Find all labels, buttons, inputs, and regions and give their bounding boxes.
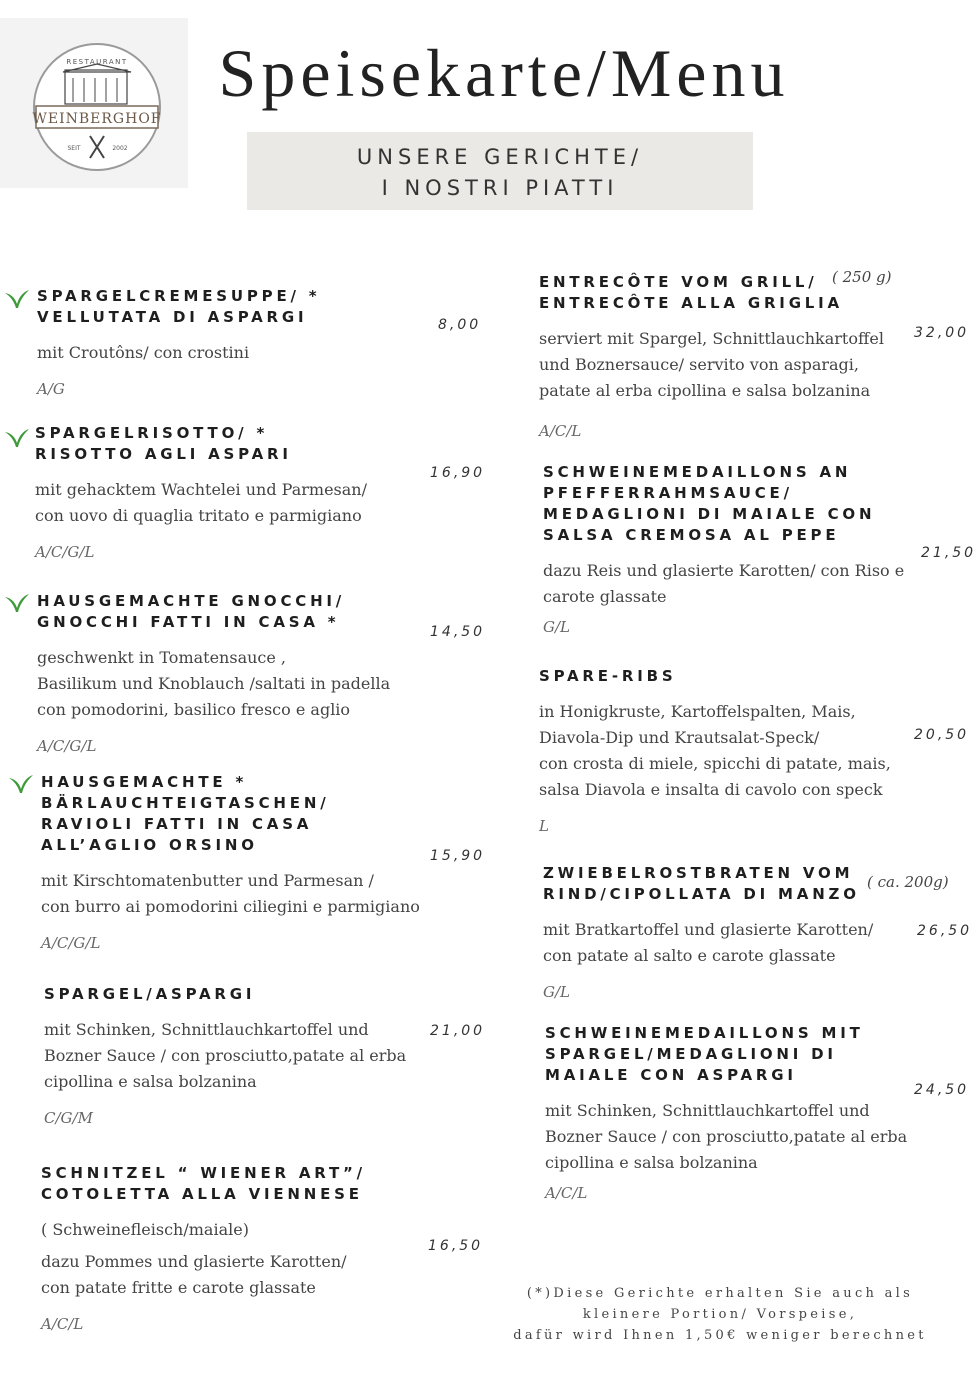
menu-item-schweinemedaillons-pfeffer xyxy=(543,462,913,636)
dish-price: 14,50 xyxy=(430,624,486,640)
dish-price: 32,00 xyxy=(914,325,970,341)
dish-weight: ( 250 g) xyxy=(832,268,892,286)
menu-item-ravioli xyxy=(41,772,426,952)
vegetarian-leaf-icon xyxy=(4,593,30,613)
dish-name: ENTRECÔTE VOM GRILL/ ENTRECÔTE ALLA GRIGLIA xyxy=(539,273,843,312)
menu-item-schnitzel xyxy=(41,1163,426,1333)
dish-allergens: G/L xyxy=(543,618,570,636)
dish-description: mit Croutôns/ con crostini xyxy=(37,343,250,362)
dish-note: ( Schweinefleisch/maiale) xyxy=(41,1220,249,1239)
page-title: Speisekarte/Menu xyxy=(218,35,790,111)
dish-allergens: C/G/M xyxy=(44,1109,93,1127)
menu-item-schweinemedaillons-spargel xyxy=(545,1023,915,1202)
dish-price: 21,00 xyxy=(430,1023,486,1039)
dish-price: 15,90 xyxy=(430,848,486,864)
dish-description: serviert mit Spargel, Schnittlauchkartoffel und Boznersauce/ servito von asparagi, patate al erba cipollina e salsa bolzanina xyxy=(539,329,884,400)
dish-price: 16,90 xyxy=(430,465,486,481)
dish-price: 16,50 xyxy=(428,1238,484,1254)
logo-name: WEINBERGHOF xyxy=(32,111,162,127)
dish-allergens: A/C/L xyxy=(539,422,582,440)
menu-item-spare-ribs xyxy=(539,666,909,835)
dish-name: HAUSGEMACHTE * BÄRLAUCHTEIGTASCHEN/ RAVIOLI FATTI IN CASA ALL’AGLIO ORSINO xyxy=(41,773,330,854)
dish-name: ZWIEBELROSTBRATEN VOM RIND/CIPOLLATA DI MANZO xyxy=(543,864,860,903)
dish-description: dazu Reis und glasierte Karotten/ con Riso e carote glassate xyxy=(543,561,905,606)
dish-name: SPARGELCREMESUPPE/ * VELLUTATA DI ASPARGI xyxy=(37,287,321,326)
dish-price: 21,50 xyxy=(921,545,977,561)
vegetarian-leaf-icon xyxy=(4,289,30,309)
dish-allergens: L xyxy=(539,817,549,835)
dish-allergens: A/C/G/L xyxy=(41,934,101,952)
dish-name: SCHWEINEMEDAILLONS MIT SPARGEL/MEDAGLIONI DI MAIALE CON ASPARGI xyxy=(545,1024,864,1084)
dish-price: 26,50 xyxy=(917,923,973,939)
footnote: (*)Diese Gerichte erhalten Sie auch als kleinere Portion/ Vorspeise, dafür wird Ihnen 1,50€ weniger berechnet xyxy=(513,1286,927,1343)
vegetarian-leaf-icon xyxy=(8,774,34,794)
dish-description: mit gehacktem Wachtelei und Parmesan/ con uovo di quaglia tritato e parmigiano xyxy=(35,480,367,525)
dish-allergens: A/C/G/L xyxy=(35,543,95,561)
menu-item-spargelrisotto xyxy=(35,423,420,561)
menu-item-spargel xyxy=(44,984,424,1127)
logo-seit: SEIT xyxy=(67,145,81,152)
dish-description: dazu Pommes und glasierte Karotten/ con patate fritte e carote glassate xyxy=(41,1252,347,1297)
dish-price: 8,00 xyxy=(438,317,482,333)
subtitle-banner xyxy=(247,132,753,210)
dish-allergens: A/C/G/L xyxy=(37,737,97,755)
dish-price: 20,50 xyxy=(914,727,970,743)
dish-description: mit Schinken, Schnittlauchkartoffel und Bozner Sauce / con prosciutto,patate al erba cipollina e salsa bolzanina xyxy=(545,1101,908,1172)
vegetarian-leaf-icon xyxy=(4,428,30,448)
dish-price: 24,50 xyxy=(914,1082,970,1098)
dish-name: SPARE-RIBS xyxy=(539,667,677,685)
dish-allergens: A/G xyxy=(37,380,65,398)
dish-allergens: A/C/L xyxy=(41,1315,84,1333)
dish-description: geschwenkt in Tomatensauce , Basilikum und Knoblauch /saltati in padella con pomodorini, basilico fresco e aglio xyxy=(37,648,391,719)
menu-item-zwiebelrostbraten xyxy=(543,863,913,1001)
dish-name: SCHNITZEL “ WIENER ART”/ COTOLETTA ALLA VIENNESE xyxy=(41,1164,366,1203)
dish-allergens: A/C/L xyxy=(545,1184,588,1202)
logo-top-text: RESTAURANT xyxy=(66,58,128,66)
menu-item-spargelcremesuppe xyxy=(37,286,417,398)
dish-description: mit Bratkartoffel und glasierte Karotten/ con patate al salto e carote glassate xyxy=(543,920,874,965)
dish-name: SPARGELRISOTTO/ * RISOTTO AGLI ASPARI xyxy=(35,424,292,463)
dish-description: mit Kirschtomatenbutter und Parmesan / con burro ai pomodorini ciliegini e parmigiano xyxy=(41,871,420,916)
dish-name: HAUSGEMACHTE GNOCCHI/ GNOCCHI FATTI IN CASA * xyxy=(37,592,346,631)
menu-item-entrecote xyxy=(539,272,909,440)
subtitle-line-1: UNSERE GERICHTE/ xyxy=(356,145,644,169)
logo-year: 2002 xyxy=(112,145,128,152)
dish-description: mit Schinken, Schnittlauchkartoffel und Bozner Sauce / con prosciutto,patate al erba cipollina e salsa bolzanina xyxy=(44,1020,407,1091)
dish-name: SPARGEL/ASPARGI xyxy=(44,985,256,1003)
subtitle-line-2: I NOSTRI PIATTI xyxy=(381,176,619,200)
dish-weight: ( ca. 200g) xyxy=(867,873,949,891)
dish-description: in Honigkruste, Kartoffelspalten, Mais, Diavola-Dip und Krautsalat-Speck/ con crosta di miele, spicchi di patate, mais, salsa Diavola e insalta di cavolo con speck xyxy=(539,702,891,799)
dish-name: SCHWEINEMEDAILLONS AN PFEFFERRAHMSAUCE/ MEDAGLIONI DI MAIALE CON SALSA CREMOSA AL PEPE xyxy=(543,463,876,544)
dish-allergens: G/L xyxy=(543,983,570,1001)
menu-item-gnocchi xyxy=(37,591,422,755)
